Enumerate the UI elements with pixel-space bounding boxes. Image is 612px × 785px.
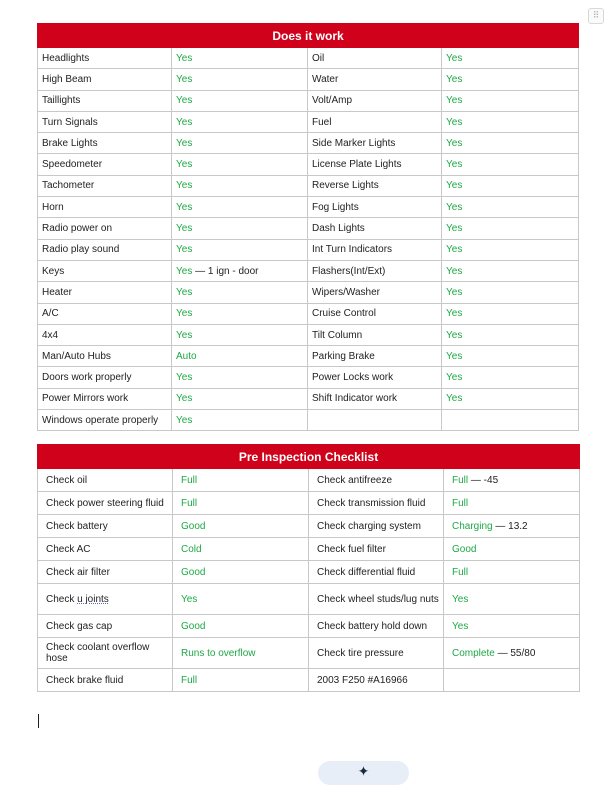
- item-value: Full: [452, 566, 469, 578]
- item-value: Charging: [452, 520, 493, 532]
- item-value: Yes: [446, 244, 463, 256]
- sparkle-icon: ✦: [357, 763, 370, 779]
- pre-inspection-table: [37, 444, 580, 692]
- item-value-cell[interactable]: [172, 154, 308, 175]
- item-label-cell[interactable]: [308, 48, 442, 69]
- table-row: [38, 69, 579, 90]
- item-label: Check antifreeze: [317, 474, 393, 486]
- grid-handle-icon[interactable]: ⠿: [588, 8, 604, 24]
- item-value-cell[interactable]: [172, 90, 308, 111]
- table-row: [38, 538, 580, 561]
- item-label-cell[interactable]: [38, 111, 172, 132]
- item-label: Tilt Column: [312, 329, 363, 341]
- does-it-work-table: [37, 23, 579, 431]
- item-label: Radio play sound: [42, 244, 120, 256]
- item-value-cell[interactable]: [442, 175, 579, 196]
- item-value-cell[interactable]: [172, 282, 308, 303]
- item-value-cell[interactable]: [172, 239, 308, 260]
- item-value: Yes: [176, 265, 193, 277]
- item-value-cell[interactable]: [172, 197, 308, 218]
- item-label: Tachometer: [42, 180, 95, 192]
- item-note: — 1 ign - door: [192, 265, 259, 277]
- item-value: Yes: [176, 159, 193, 171]
- table-row: [38, 154, 579, 175]
- item-label: Speedometer: [42, 159, 103, 171]
- item-value: Yes: [176, 52, 193, 64]
- item-label-cell[interactable]: [38, 638, 173, 669]
- item-label: Check differential fluid: [317, 566, 416, 578]
- item-label: Check AC: [46, 543, 91, 555]
- item-label-cell[interactable]: [38, 90, 172, 111]
- item-label: Check transmission fluid: [317, 497, 426, 509]
- item-value: Yes: [176, 329, 193, 341]
- item-label-cell[interactable]: [38, 561, 173, 584]
- item-value: Yes: [446, 265, 463, 277]
- item-value: Yes: [446, 329, 463, 341]
- item-label: Power Mirrors work: [42, 393, 129, 405]
- item-value-cell[interactable]: [442, 303, 579, 324]
- item-label: Check coolant overflow hose: [46, 642, 150, 664]
- item-value-cell[interactable]: [173, 469, 309, 492]
- table-row: [38, 469, 580, 492]
- item-value-cell[interactable]: [444, 492, 580, 515]
- item-label-cell[interactable]: [38, 367, 172, 388]
- item-value-cell[interactable]: [442, 324, 579, 345]
- item-label-cell[interactable]: [38, 69, 172, 90]
- item-value-cell[interactable]: [172, 303, 308, 324]
- item-value: Yes: [181, 593, 198, 605]
- item-value-cell[interactable]: [173, 584, 309, 615]
- item-value: Yes: [176, 244, 193, 256]
- item-value: Yes: [452, 620, 469, 632]
- item-value-cell[interactable]: [442, 282, 579, 303]
- item-value: Yes: [176, 137, 193, 149]
- item-label-cell[interactable]: [308, 239, 442, 260]
- item-value: Yes: [176, 73, 193, 85]
- table-row: [38, 561, 580, 584]
- item-value: Yes: [446, 372, 463, 384]
- table-row: [38, 346, 579, 367]
- item-value-cell[interactable]: [172, 260, 308, 281]
- item-label: Check fuel filter: [317, 543, 386, 555]
- item-value-cell[interactable]: [442, 218, 579, 239]
- item-label-cell[interactable]: [309, 469, 444, 492]
- item-label: Check gas cap: [46, 620, 113, 632]
- item-value-cell[interactable]: [442, 239, 579, 260]
- table-row: [38, 175, 579, 196]
- table-row: [38, 90, 579, 111]
- item-value: Yes: [446, 350, 463, 362]
- item-value: Yes: [446, 180, 463, 192]
- item-label-cell[interactable]: [308, 367, 442, 388]
- item-label-cell[interactable]: [309, 638, 444, 669]
- item-label-cell[interactable]: [38, 239, 172, 260]
- item-label-cell[interactable]: [38, 492, 173, 515]
- item-label-cell[interactable]: [38, 324, 172, 345]
- table-row: [38, 584, 580, 615]
- item-label-cell[interactable]: [308, 154, 442, 175]
- item-label: Side Marker Lights: [312, 137, 396, 149]
- item-label-cell[interactable]: [38, 175, 172, 196]
- item-label-cell[interactable]: [308, 90, 442, 111]
- item-value-cell[interactable]: [172, 48, 308, 69]
- item-label: 2003 F250 #A16966: [317, 674, 408, 686]
- item-note: — -45: [468, 474, 499, 486]
- item-value-cell[interactable]: [173, 669, 309, 692]
- item-value: Yes: [446, 95, 463, 107]
- item-label: Check power steering fluid: [46, 497, 164, 509]
- item-value: Yes: [446, 393, 463, 405]
- item-note: — 55/80: [494, 647, 536, 659]
- item-label: Check charging system: [317, 520, 421, 532]
- item-label-cell[interactable]: [308, 69, 442, 90]
- item-value-cell[interactable]: [444, 669, 580, 692]
- item-label: Headlights: [42, 52, 90, 64]
- item-value: Auto: [176, 350, 197, 362]
- item-value-cell[interactable]: [444, 538, 580, 561]
- item-label: Keys: [42, 265, 65, 277]
- table-row: [38, 367, 579, 388]
- item-label: Cruise Control: [312, 308, 376, 320]
- item-value: Full: [181, 497, 198, 509]
- table-row: [38, 133, 579, 154]
- item-value: Yes: [446, 223, 463, 235]
- item-label: Fog Lights: [312, 201, 359, 213]
- item-label-cell[interactable]: [38, 469, 173, 492]
- item-value: Yes: [176, 223, 193, 235]
- item-value-cell[interactable]: [444, 615, 580, 638]
- item-value-cell[interactable]: [172, 346, 308, 367]
- table-row: [38, 197, 579, 218]
- item-label-cell[interactable]: [38, 346, 172, 367]
- item-value-cell[interactable]: [444, 638, 580, 669]
- item-value: Yes: [176, 201, 193, 213]
- item-label: Int Turn Indicators: [312, 244, 393, 256]
- item-value-cell[interactable]: [442, 111, 579, 132]
- item-label: Check tire pressure: [317, 647, 404, 659]
- item-label: Check battery hold down: [317, 620, 428, 632]
- item-label-cell[interactable]: [308, 218, 442, 239]
- item-label-cell[interactable]: [308, 260, 442, 281]
- item-value-cell[interactable]: [173, 492, 309, 515]
- item-label: Check oil: [46, 474, 88, 486]
- item-label-cell[interactable]: [309, 584, 444, 615]
- item-label-cell[interactable]: [308, 346, 442, 367]
- item-value: Cold: [181, 543, 202, 555]
- item-value: Yes: [176, 286, 193, 298]
- item-value-cell[interactable]: [173, 561, 309, 584]
- item-label-cell[interactable]: [309, 515, 444, 538]
- table-row: [38, 669, 580, 692]
- item-label-cell[interactable]: [38, 218, 172, 239]
- item-value: Good: [181, 520, 206, 532]
- item-label-cell[interactable]: [309, 492, 444, 515]
- item-value: Full: [181, 674, 198, 686]
- item-label: Power Locks work: [312, 372, 394, 384]
- item-label-cell[interactable]: [308, 410, 442, 431]
- item-value-cell[interactable]: [172, 69, 308, 90]
- item-label-cell[interactable]: [38, 282, 172, 303]
- item-value: Yes: [446, 52, 463, 64]
- item-value-cell[interactable]: [442, 69, 579, 90]
- item-value: Full: [181, 474, 198, 486]
- item-label-cell[interactable]: [308, 303, 442, 324]
- item-value: Good: [452, 543, 477, 555]
- table-title: Pre Inspection Checklist: [38, 445, 580, 469]
- item-value-cell[interactable]: [172, 388, 308, 409]
- table-row: [38, 260, 579, 281]
- item-label: Water: [312, 73, 339, 85]
- item-label: A/C: [42, 308, 59, 320]
- table-row: [38, 638, 580, 669]
- item-value: Yes: [446, 308, 463, 320]
- item-label: Oil: [312, 52, 325, 64]
- item-value: Full: [452, 497, 469, 509]
- item-label: Parking Brake: [312, 350, 375, 362]
- table-row: [38, 615, 580, 638]
- item-value-cell[interactable]: [173, 538, 309, 561]
- item-value-cell[interactable]: [442, 367, 579, 388]
- item-value: Yes: [176, 180, 193, 192]
- item-label: License Plate Lights: [312, 159, 402, 171]
- item-label-cell[interactable]: [38, 538, 173, 561]
- item-label-cell[interactable]: [38, 197, 172, 218]
- table-row: [38, 239, 579, 260]
- item-value-cell[interactable]: [442, 133, 579, 154]
- item-value-cell[interactable]: [172, 111, 308, 132]
- item-label: Check brake fluid: [46, 674, 124, 686]
- item-label: Dash Lights: [312, 223, 365, 235]
- item-label: Taillights: [42, 95, 81, 107]
- item-value-cell[interactable]: [442, 260, 579, 281]
- table-row: [38, 515, 580, 538]
- item-value-cell[interactable]: [444, 469, 580, 492]
- item-label-cell[interactable]: [38, 410, 172, 431]
- item-value-cell[interactable]: [172, 410, 308, 431]
- item-value-cell[interactable]: [173, 638, 309, 669]
- table-row: [38, 111, 579, 132]
- item-label-cell[interactable]: [38, 584, 173, 615]
- item-value-cell[interactable]: [172, 218, 308, 239]
- item-value: Yes: [176, 308, 193, 320]
- item-label-underlined: u joints: [77, 593, 109, 605]
- item-label-cell[interactable]: [309, 538, 444, 561]
- item-label: Fuel: [312, 116, 332, 128]
- item-value-cell[interactable]: [172, 133, 308, 154]
- item-label-cell[interactable]: [308, 175, 442, 196]
- item-value-cell[interactable]: [172, 324, 308, 345]
- item-value: Yes: [446, 201, 463, 213]
- item-label: Man/Auto Hubs: [42, 350, 111, 362]
- item-value-cell[interactable]: [173, 615, 309, 638]
- item-value-cell[interactable]: [444, 584, 580, 615]
- item-value: Yes: [452, 593, 469, 605]
- item-label-cell[interactable]: [38, 615, 173, 638]
- item-label: Flashers(Int/Ext): [312, 265, 386, 277]
- item-value: Yes: [176, 116, 193, 128]
- item-value-cell[interactable]: [444, 561, 580, 584]
- item-value-cell[interactable]: [442, 346, 579, 367]
- item-label-cell[interactable]: [308, 282, 442, 303]
- item-value: Yes: [446, 159, 463, 171]
- table-row: [38, 388, 579, 409]
- item-label-cell[interactable]: [309, 669, 444, 692]
- text-cursor: [38, 714, 39, 728]
- item-label: Heater: [42, 286, 73, 298]
- item-label: Windows operate properly: [42, 414, 159, 426]
- item-label-cell[interactable]: [38, 388, 172, 409]
- item-label: Reverse Lights: [312, 180, 379, 192]
- item-value: Yes: [446, 73, 463, 85]
- item-label: Volt/Amp: [312, 95, 353, 107]
- item-value: Yes: [446, 116, 463, 128]
- item-value: Runs to overflow: [181, 647, 256, 659]
- item-label: Radio power on: [42, 223, 113, 235]
- item-value-cell[interactable]: [172, 175, 308, 196]
- table-row: [38, 218, 579, 239]
- item-label: Wipers/Washer: [312, 286, 380, 298]
- item-value: Good: [181, 566, 206, 578]
- item-value-cell[interactable]: [173, 515, 309, 538]
- table-title: Does it work: [38, 24, 579, 48]
- table-row: [38, 48, 579, 69]
- item-value-cell[interactable]: [172, 367, 308, 388]
- item-value-cell[interactable]: [442, 154, 579, 175]
- item-label-cell[interactable]: [38, 154, 172, 175]
- assistant-button[interactable]: [318, 761, 409, 785]
- item-label: High Beam: [42, 73, 92, 85]
- item-value-cell[interactable]: [442, 197, 579, 218]
- item-label: Check: [46, 593, 78, 605]
- item-value: Complete: [452, 647, 495, 659]
- item-label-cell[interactable]: [38, 48, 172, 69]
- item-value: Yes: [176, 95, 193, 107]
- item-value: Yes: [176, 372, 193, 384]
- item-value: Yes: [446, 137, 463, 149]
- item-label: Check wheel studs/lug nuts: [317, 593, 439, 605]
- item-value-cell[interactable]: [442, 388, 579, 409]
- item-label-cell[interactable]: [38, 303, 172, 324]
- item-note: — 13.2: [492, 520, 528, 532]
- table-row: [38, 303, 579, 324]
- item-value-cell[interactable]: [442, 90, 579, 111]
- item-label: Horn: [42, 201, 64, 213]
- table-row: [38, 282, 579, 303]
- item-value: Good: [181, 620, 206, 632]
- item-label-cell[interactable]: [308, 388, 442, 409]
- item-label-cell[interactable]: [38, 133, 172, 154]
- item-label-cell[interactable]: [38, 515, 173, 538]
- item-label-cell[interactable]: [309, 561, 444, 584]
- item-label: 4x4: [42, 329, 59, 341]
- item-label-cell[interactable]: [308, 197, 442, 218]
- item-label-cell[interactable]: [38, 260, 172, 281]
- item-label: Turn Signals: [42, 116, 98, 128]
- item-value: Yes: [176, 414, 193, 426]
- item-label-cell[interactable]: [308, 133, 442, 154]
- item-label: Brake Lights: [42, 137, 98, 149]
- item-label: Check battery: [46, 520, 108, 532]
- item-label: Check air filter: [46, 566, 110, 578]
- table-row: [38, 410, 579, 431]
- item-label: Shift Indicator work: [312, 393, 398, 405]
- item-value: Full: [452, 474, 469, 486]
- item-value: Yes: [176, 393, 193, 405]
- table-row: [38, 492, 580, 515]
- item-label: Doors work properly: [42, 372, 132, 384]
- item-value-cell[interactable]: [442, 410, 579, 431]
- item-label-cell[interactable]: [309, 615, 444, 638]
- item-value: Yes: [446, 286, 463, 298]
- item-label-cell[interactable]: [38, 669, 173, 692]
- item-label-cell[interactable]: [308, 111, 442, 132]
- item-label-cell[interactable]: [308, 324, 442, 345]
- item-value-cell[interactable]: [442, 48, 579, 69]
- table-row: [38, 324, 579, 345]
- item-value-cell[interactable]: [444, 515, 580, 538]
